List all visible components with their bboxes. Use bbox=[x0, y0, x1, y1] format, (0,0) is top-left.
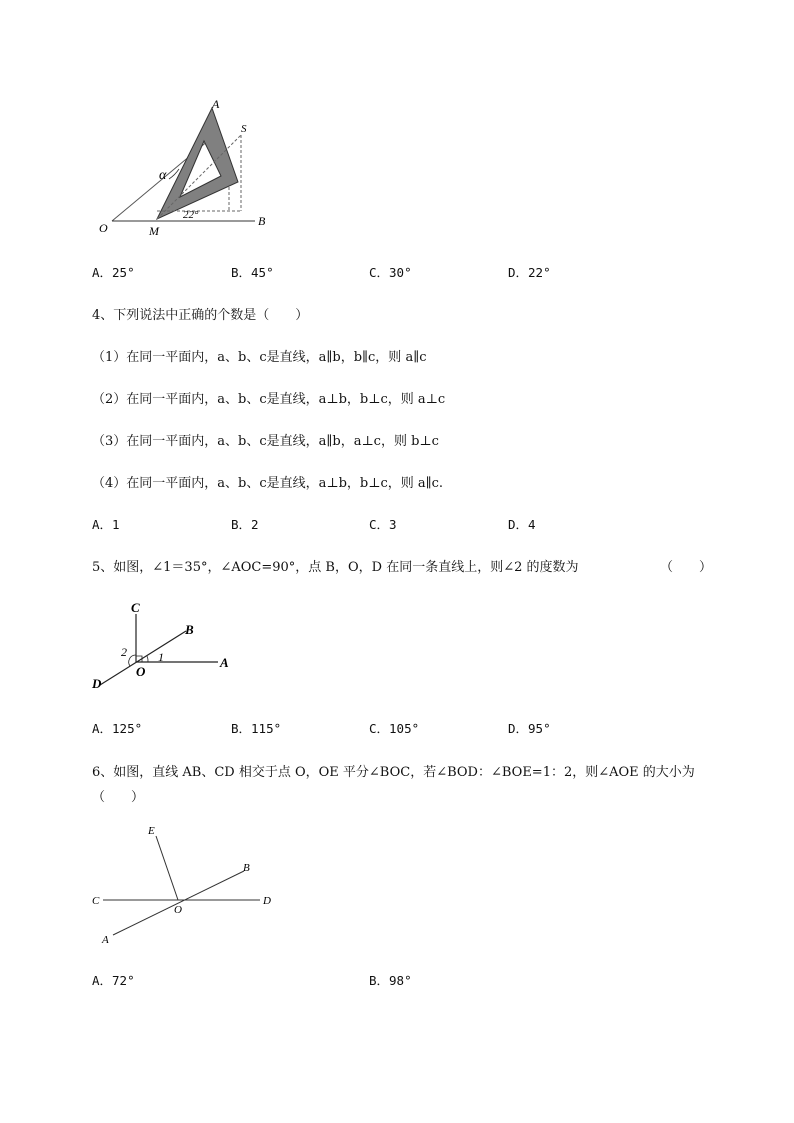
q5-paren: （ ） bbox=[660, 560, 713, 575]
label-c: C bbox=[92, 895, 100, 907]
angle-figure-q5 bbox=[88, 596, 248, 696]
protractor-triangle-figure bbox=[95, 95, 295, 240]
label-e: E bbox=[148, 825, 155, 837]
q4-option-c: C．3 bbox=[369, 517, 397, 532]
label-d: D bbox=[92, 676, 102, 691]
label-22: 22° bbox=[183, 209, 199, 221]
label-m: M bbox=[149, 224, 159, 238]
q6-option-b: B．98° bbox=[369, 973, 412, 988]
label-b: B bbox=[185, 622, 194, 637]
label-a: A bbox=[220, 655, 229, 670]
label-alpha: α bbox=[159, 168, 167, 183]
q6-stem: 6、如图，直线 AB、CD 相交于点 O，OE 平分∠BOC，若∠BOD：∠BOE=1：2，则∠AOE 的大小为 bbox=[92, 765, 695, 780]
q4-option-b: B．2 bbox=[231, 517, 259, 532]
intersecting-lines-figure-q6 bbox=[88, 820, 288, 950]
q4-option-d: D．4 bbox=[508, 517, 536, 532]
q5-option-b: B．115° bbox=[231, 721, 282, 736]
q5-option-d: D．95° bbox=[508, 721, 551, 736]
label-o: O bbox=[136, 664, 146, 679]
q4-item-2: （2）在同一平面内，a、b、c是直线，a⊥b，b⊥c，则 a⊥c bbox=[92, 392, 446, 407]
label-b: B bbox=[243, 862, 250, 874]
q6-option-a: A．72° bbox=[92, 973, 135, 988]
angle-1-arc bbox=[147, 656, 148, 662]
q3-option-d: D．22° bbox=[508, 265, 551, 280]
line-ab bbox=[113, 871, 244, 935]
label-2: 2 bbox=[121, 645, 127, 659]
q4-item-1: （1）在同一平面内，a、b、c是直线，a∥b，b∥c，则 a∥c bbox=[92, 350, 427, 365]
q3-option-a: A．25° bbox=[92, 265, 135, 280]
q5-option-c: C．105° bbox=[369, 721, 420, 736]
q4-item-4: （4）在同一平面内，a、b、c是直线，a⊥b，b⊥c，则 a∥c. bbox=[92, 476, 444, 491]
label-o: O bbox=[174, 904, 182, 916]
triangle-ruler bbox=[157, 108, 238, 219]
label-c: C bbox=[131, 600, 140, 615]
q6-paren: （ ） bbox=[92, 790, 145, 805]
q4-item-3: （3）在同一平面内，a、b、c是直线，a∥b，a⊥c，则 b⊥c bbox=[92, 434, 439, 449]
label-a: A bbox=[212, 97, 220, 111]
label-s: S bbox=[241, 123, 247, 135]
label-d: D bbox=[263, 895, 271, 907]
label-o: O bbox=[99, 221, 108, 235]
q4-option-a: A．1 bbox=[92, 517, 120, 532]
label-b: B bbox=[258, 214, 266, 228]
q5-option-a: A．125° bbox=[92, 721, 143, 736]
q4-stem: 4、下列说法中正确的个数是（ ） bbox=[92, 308, 309, 323]
label-a: A bbox=[102, 934, 109, 946]
q5-stem: 5、如图，∠1＝35°，∠AOC=90°，点 B，O，D 在同一条直线上，则∠2 的度数为 bbox=[92, 560, 579, 575]
ray-oe bbox=[156, 836, 178, 900]
q3-option-b: B．45° bbox=[231, 265, 274, 280]
q3-option-c: C．30° bbox=[369, 265, 412, 280]
label-1: 1 bbox=[158, 650, 164, 664]
